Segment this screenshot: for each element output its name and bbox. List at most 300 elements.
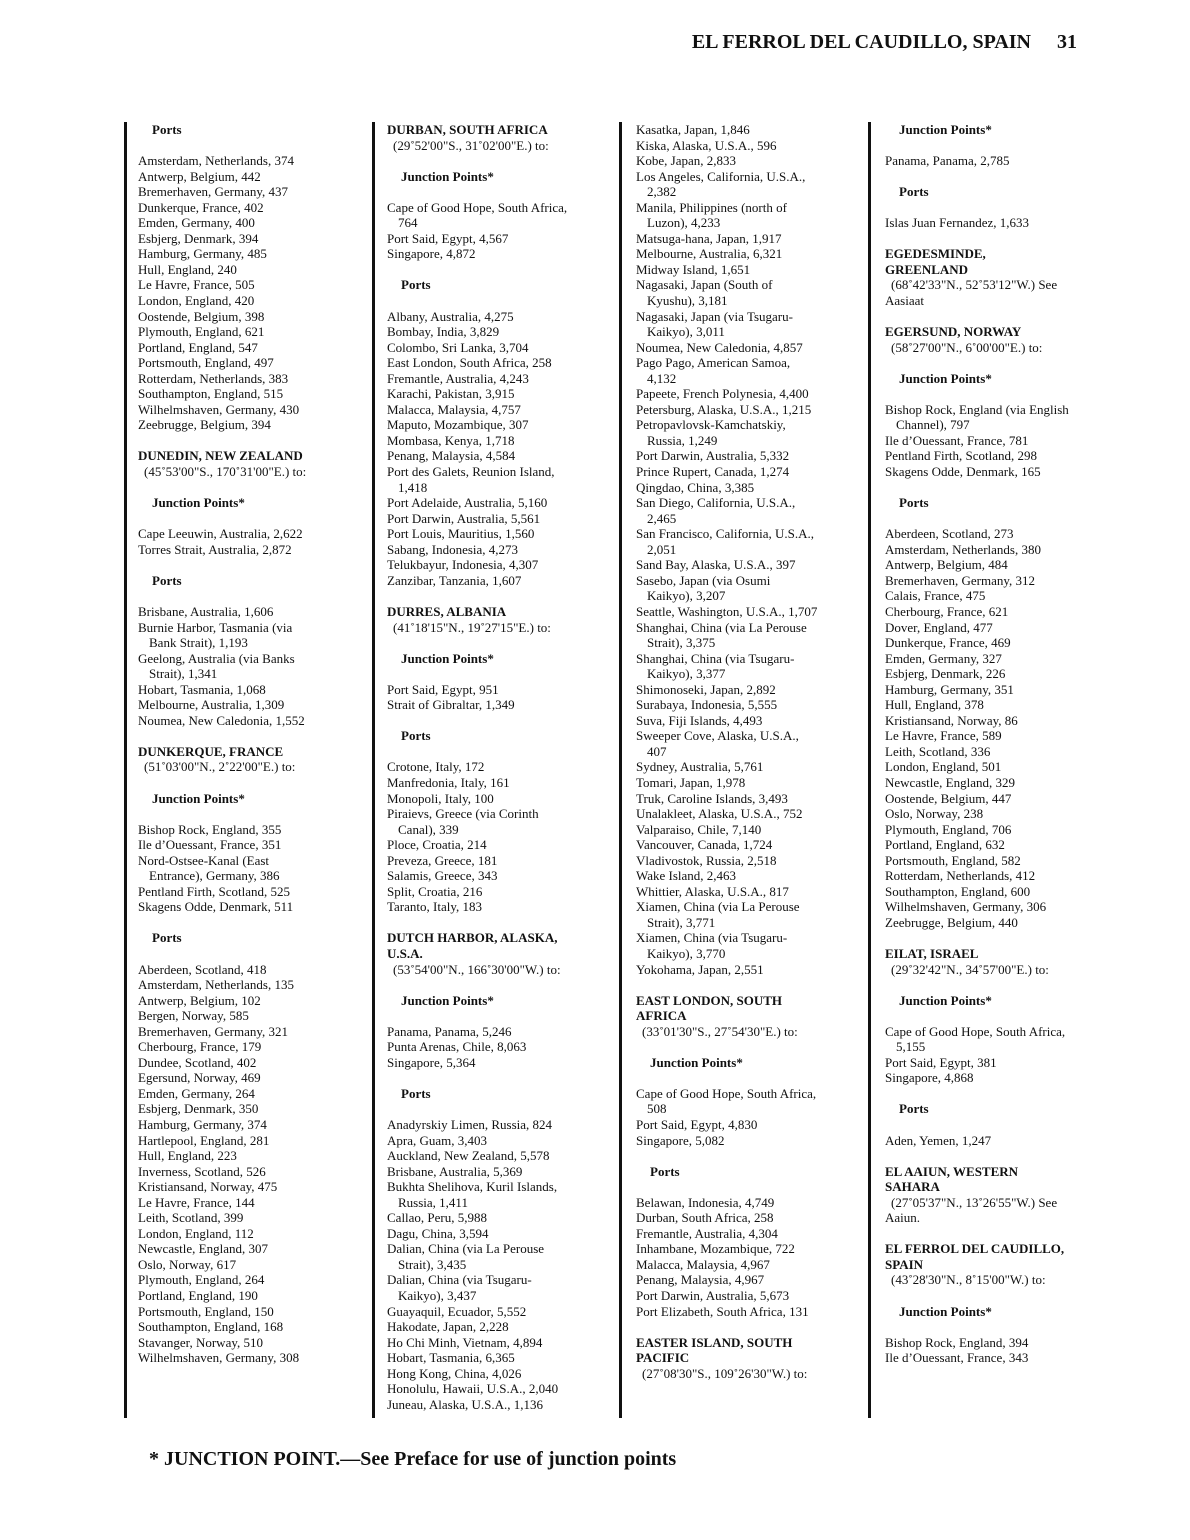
section-label: Junction Points* <box>899 992 992 1008</box>
entry-line: Amsterdam, Netherlands, 135 <box>138 977 294 993</box>
spacer <box>885 480 1113 496</box>
entry-line: Salamis, Greece, 343 <box>387 868 498 884</box>
entry-line: Hamburg, Germany, 374 <box>138 1117 267 1132</box>
entry-line: Port Said, Egypt, 381 <box>885 1054 997 1070</box>
spacer <box>636 1179 864 1195</box>
entry-line: Ile d’Ouessant, France, 781 <box>885 432 1029 448</box>
entry-line: Stavanger, Norway, 510 <box>138 1334 263 1350</box>
entry-line: Port Adelaide, Australia, 5,160 <box>387 495 548 511</box>
entry-line: Islas Juan Fernandez, 1,633 <box>885 215 1030 231</box>
entry-line: Kristiansand, Norway, 86 <box>885 712 1018 728</box>
entry-line: Dunkerque, France, 469 <box>885 635 1011 651</box>
section-label: Ports <box>152 572 182 588</box>
entry-line: Plymouth, England, 621 <box>138 324 265 340</box>
section-label: Junction Points* <box>152 495 245 511</box>
entry-line: Bishop Rock, England (via English <box>885 401 1069 417</box>
spacer <box>138 946 366 962</box>
entry-line: Yokohama, Japan, 2,551 <box>636 961 764 977</box>
entry-line: Rotterdam, Netherlands, 412 <box>885 868 1036 884</box>
entry-heading: AFRICA <box>636 1008 687 1024</box>
entry-line: Los Angeles, California, U.S.A., <box>636 168 806 184</box>
entry-line: Bremerhaven, Germany, 312 <box>885 572 1036 588</box>
entry-continuation: Kaikyo), 3,011 <box>647 324 725 340</box>
entry-line: Calais, France, 475 <box>885 588 986 604</box>
entry-line: Strait of Gibraltar, 1,349 <box>387 697 515 713</box>
entry-line: London, England, 501 <box>885 759 1002 775</box>
entry-continuation: Canal), 339 <box>398 821 459 837</box>
entry-continuation: Strait), 1,341 <box>149 666 218 682</box>
coordinates: (45˚53'00"S., 170˚31'00"E.) to: <box>144 464 307 480</box>
entry-line: Shanghai, China (via La Perouse <box>636 619 807 635</box>
entry-line: Port Said, Egypt, 951 <box>387 681 499 697</box>
spacer <box>885 309 1113 325</box>
entry-line: Singapore, 5,364 <box>387 1054 476 1070</box>
section-label: Ports <box>152 122 182 137</box>
spacer <box>885 1148 1113 1164</box>
entry-continuation: Entrance), Germany, 386 <box>149 868 280 884</box>
entry-line: Noumea, New Caledonia, 1,552 <box>138 712 305 728</box>
entry-line: Oostende, Belgium, 398 <box>138 308 265 324</box>
spacer <box>138 588 366 604</box>
entry-line: Wilhelmshaven, Germany, 308 <box>138 1350 300 1366</box>
entry-line: Hobart, Tasmania, 1,068 <box>138 681 266 697</box>
entry-line: Le Havre, France, 505 <box>138 277 255 293</box>
entry-line: Maputo, Mozambique, 307 <box>387 417 529 433</box>
entry-line: Wilhelmshaven, Germany, 306 <box>885 899 1047 915</box>
running-header <box>692 31 1077 54</box>
entry-heading: DUNKERQUE, FRANCE <box>138 743 284 759</box>
entry-line: Inhambane, Mozambique, 722 <box>636 1241 795 1257</box>
entry-heading: EAST LONDON, SOUTH <box>636 992 783 1008</box>
section-label: Junction Points* <box>899 122 992 137</box>
entry-line: Kristiansand, Norway, 475 <box>138 1179 278 1195</box>
coordinates: (29˚32'42"N., 34˚57'00"E.) to: <box>891 961 1049 977</box>
entry-line: Malacca, Malaysia, 4,757 <box>387 401 521 417</box>
spacer <box>138 511 366 527</box>
entry-continuation: 2,051 <box>647 541 677 557</box>
entry-line: Monopoli, Italy, 100 <box>387 790 494 806</box>
entry-line: Hobart, Tasmania, 6,365 <box>387 1350 515 1366</box>
coordinates: (53˚54'00"N., 166˚30'00"W.) to: <box>393 961 561 977</box>
section-label: Ports <box>401 728 431 744</box>
entry-line: Portsmouth, England, 150 <box>138 1303 274 1319</box>
entry-line: Portland, England, 547 <box>138 339 258 355</box>
entry-line: Fremantle, Australia, 4,304 <box>636 1225 778 1241</box>
section-label: Ports <box>152 930 182 946</box>
entry-continuation: Kaikyo), 3,377 <box>647 666 726 682</box>
entry-line: Whittier, Alaska, U.S.A., 817 <box>636 883 789 899</box>
entry-line: Aasiaat <box>885 293 924 309</box>
entry-line: Cherbourg, France, 621 <box>885 603 1009 619</box>
spacer <box>885 386 1113 402</box>
entry-line: Newcastle, England, 329 <box>885 774 1015 790</box>
entry-line: Xiamen, China (via Tsugaru- <box>636 930 788 946</box>
entry-line: Skagens Odde, Denmark, 511 <box>138 899 294 915</box>
entry-heading: PACIFIC <box>636 1350 690 1366</box>
entry-continuation: Channel), 797 <box>896 417 970 433</box>
spacer <box>885 1086 1113 1102</box>
entry-line: Geelong, Australia (via Banks <box>138 650 295 666</box>
spacer <box>885 1319 1113 1335</box>
text-column-2 <box>387 122 615 1412</box>
entry-continuation: 508 <box>647 1101 667 1117</box>
spacer <box>387 744 615 760</box>
entry-line: Aaiun. <box>885 1210 921 1226</box>
entry-line: Telukbayur, Indonesia, 4,307 <box>387 557 539 573</box>
entry-line: Emden, Germany, 327 <box>885 650 1002 666</box>
entry-line: Xiamen, China (via La Perouse <box>636 899 800 915</box>
entry-continuation: 2,382 <box>647 184 677 200</box>
entry-line: Antwerp, Belgium, 484 <box>885 557 1008 573</box>
entry-line: Nord-Ostsee-Kanal (East <box>138 852 270 868</box>
coordinates: (27˚05'37"N., 13˚26'55"W.) See <box>891 1194 1058 1210</box>
entry-line: Antwerp, Belgium, 442 <box>138 168 261 184</box>
entry-heading: DUTCH HARBOR, ALASKA, <box>387 930 558 946</box>
entry-line: Ile d’Ouessant, France, 343 <box>885 1350 1029 1366</box>
entry-line: Sweeper Cove, Alaska, U.S.A., <box>636 728 799 744</box>
entry-line: Crotone, Italy, 172 <box>387 759 485 775</box>
entry-continuation: Bank Strait), 1,193 <box>149 635 248 651</box>
section-label: Ports <box>650 1163 680 1179</box>
entry-line: Ile d’Ouessant, France, 351 <box>138 837 282 853</box>
spacer <box>885 1117 1113 1133</box>
entry-line: Nagasaki, Japan (South of <box>636 277 773 293</box>
page-number: 31 <box>1057 31 1077 53</box>
entry-line: Inverness, Scotland, 526 <box>138 1163 266 1179</box>
entry-line: Pago Pago, American Samoa, <box>636 355 791 371</box>
entry-line: Wilhelmshaven, Germany, 430 <box>138 401 300 417</box>
entry-line: Manila, Philippines (north of <box>636 199 787 215</box>
entry-continuation: Strait), 3,375 <box>647 635 716 651</box>
coordinates: (68˚42'33"N., 52˚53'12"W.) See <box>891 277 1058 293</box>
entry-line: Mombasa, Kenya, 1,718 <box>387 432 515 448</box>
entry-continuation: Kyushu), 3,181 <box>647 293 728 309</box>
entry-line: Dalian, China (via La Perouse <box>387 1241 545 1257</box>
entry-line: Hull, England, 378 <box>885 697 984 713</box>
entry-line: Bremerhaven, Germany, 321 <box>138 1023 289 1039</box>
section-label: Junction Points* <box>401 168 494 184</box>
entry-line: Aden, Yemen, 1,247 <box>885 1132 992 1148</box>
entry-line: Qingdao, China, 3,385 <box>636 479 755 495</box>
entry-line: East London, South Africa, 258 <box>387 355 552 371</box>
coordinates: (51˚03'00"N., 2˚22'00"E.) to: <box>144 759 296 775</box>
entry-continuation: Russia, 1,249 <box>647 432 718 448</box>
entry-line: Noumea, New Caledonia, 4,857 <box>636 339 803 355</box>
entry-line: Esbjerg, Denmark, 226 <box>885 666 1006 682</box>
spacer <box>138 806 366 822</box>
entry-line: Shanghai, China (via Tsugaru- <box>636 650 795 666</box>
entry-line: Valparaiso, Chile, 7,140 <box>636 821 762 837</box>
entry-line: Aberdeen, Scotland, 273 <box>885 526 1014 542</box>
entry-line: Esbjerg, Denmark, 394 <box>138 230 259 246</box>
entry-line: Ploce, Croatia, 214 <box>387 837 487 853</box>
entry-line: Bombay, India, 3,829 <box>387 324 500 340</box>
entry-line: Dunkerque, France, 402 <box>138 199 264 215</box>
entry-line: Truk, Caroline Islands, 3,493 <box>636 790 788 806</box>
entry-line: Petersburg, Alaska, U.S.A., 1,215 <box>636 401 812 417</box>
entry-continuation: Kaikyo), 3,770 <box>647 945 726 961</box>
entry-line: Oslo, Norway, 617 <box>138 1256 237 1272</box>
entry-heading: DURBAN, SOUTH AFRICA <box>387 122 548 137</box>
entry-line: London, England, 420 <box>138 293 255 309</box>
entry-heading: EGERSUND, NORWAY <box>885 324 1022 340</box>
entry-line: Tomari, Japan, 1,978 <box>636 774 746 790</box>
footnote: * JUNCTION POINT.—See Preface for use of junction points <box>149 1448 677 1470</box>
entry-line: Port Darwin, Australia, 5,561 <box>387 510 541 526</box>
entry-line: Guayaquil, Ecuador, 5,552 <box>387 1303 527 1319</box>
entry-line: Singapore, 5,082 <box>636 1132 725 1148</box>
entry-line: Port Said, Egypt, 4,567 <box>387 230 509 246</box>
entry-heading: EGEDESMINDE, <box>885 246 986 262</box>
entry-line: Port Darwin, Australia, 5,332 <box>636 448 790 464</box>
entry-line: Hamburg, Germany, 485 <box>138 246 267 262</box>
entry-line: Southampton, England, 168 <box>138 1319 284 1335</box>
entry-line: Rotterdam, Netherlands, 383 <box>138 370 289 386</box>
entry-line: Oostende, Belgium, 447 <box>885 790 1012 806</box>
entry-line: Callao, Peru, 5,988 <box>387 1210 488 1226</box>
entry-line: Bremerhaven, Germany, 437 <box>138 184 289 200</box>
entry-line: San Diego, California, U.S.A., <box>636 495 796 511</box>
entry-line: Southampton, England, 515 <box>138 386 284 402</box>
entry-line: Melbourne, Australia, 6,321 <box>636 246 783 262</box>
entry-line: Bergen, Norway, 585 <box>138 1008 249 1024</box>
entry-line: Malacca, Malaysia, 4,967 <box>636 1256 770 1272</box>
entry-line: Amsterdam, Netherlands, 380 <box>885 541 1041 557</box>
entry-line: Kobe, Japan, 2,833 <box>636 153 737 169</box>
column-rule <box>868 122 871 1418</box>
spacer <box>885 138 1113 154</box>
entry-line: Dundee, Scotland, 402 <box>138 1054 257 1070</box>
entry-line: Sand Bay, Alaska, U.S.A., 397 <box>636 557 796 573</box>
entry-line: Port Louis, Mauritius, 1,560 <box>387 526 535 542</box>
entry-heading: SAHARA <box>885 1179 940 1195</box>
entry-line: Penang, Malaysia, 4,967 <box>636 1272 765 1288</box>
entry-line: Skagens Odde, Denmark, 165 <box>885 464 1041 480</box>
entry-line: Portland, England, 190 <box>138 1288 258 1304</box>
entry-continuation: Strait), 3,435 <box>398 1256 467 1272</box>
entry-line: Portland, England, 632 <box>885 837 1005 853</box>
entry-continuation: Strait), 3,771 <box>647 914 716 930</box>
entry-line: Vancouver, Canada, 1,724 <box>636 837 773 853</box>
entry-heading: U.S.A. <box>387 945 423 961</box>
entry-line: Leith, Scotland, 336 <box>885 743 991 759</box>
entry-continuation: 2,465 <box>647 510 677 526</box>
spacer <box>138 728 366 744</box>
entry-line: Sasebo, Japan (via Osumi <box>636 572 771 588</box>
section-label: Ports <box>401 1085 431 1101</box>
entry-heading: GREENLAND <box>885 261 969 277</box>
spacer <box>885 511 1113 527</box>
entry-line: Vladivostok, Russia, 2,518 <box>636 852 777 868</box>
entry-line: Le Havre, France, 589 <box>885 728 1002 744</box>
entry-heading: DUNEDIN, NEW ZEALAND <box>138 448 303 464</box>
entry-line: Emden, Germany, 400 <box>138 215 255 231</box>
entry-line: Apra, Guam, 3,403 <box>387 1132 488 1148</box>
entry-line: Cape of Good Hope, South Africa, <box>885 1023 1066 1039</box>
section-label: Junction Points* <box>650 1054 743 1070</box>
entry-line: Panama, Panama, 2,785 <box>885 153 1010 169</box>
section-label: Ports <box>899 1101 929 1117</box>
spacer <box>387 666 615 682</box>
entry-line: Karachi, Pakistan, 3,915 <box>387 386 515 402</box>
spacer <box>387 1070 615 1086</box>
entry-line: Prince Rupert, Canada, 1,274 <box>636 464 790 480</box>
section-label: Ports <box>899 184 929 200</box>
section-label: Junction Points* <box>401 992 494 1008</box>
entry-line: Nagasaki, Japan (via Tsugaru- <box>636 308 793 324</box>
entry-line: Cape of Good Hope, South Africa, <box>636 1085 817 1101</box>
spacer <box>885 930 1113 946</box>
spacer <box>885 200 1113 216</box>
entry-line: Suva, Fiji Islands, 4,493 <box>636 712 763 728</box>
entry-line: Bishop Rock, England, 355 <box>138 821 282 837</box>
entry-line: Amsterdam, Netherlands, 374 <box>138 153 294 169</box>
coordinates: (29˚52'00"S., 31˚02'00"E.) to: <box>393 137 549 153</box>
text-column-1 <box>138 122 366 1366</box>
entry-heading: EASTER ISLAND, SOUTH <box>636 1334 793 1350</box>
spacer <box>138 775 366 791</box>
entry-line: Hull, England, 223 <box>138 1148 237 1164</box>
entry-line: Taranto, Italy, 183 <box>387 899 482 915</box>
spacer <box>885 231 1113 247</box>
entry-heading: DURRES, ALBANIA <box>387 603 507 619</box>
entry-continuation: Luzon), 4,233 <box>647 215 721 231</box>
entry-line: Hong Kong, China, 4,026 <box>387 1365 522 1381</box>
entry-line: Singapore, 4,868 <box>885 1070 974 1086</box>
entry-line: Petropavlovsk-Kamchatskiy, <box>636 417 786 433</box>
entry-line: Zanzibar, Tanzania, 1,607 <box>387 572 522 588</box>
section-label: Junction Points* <box>899 1303 992 1319</box>
spacer <box>885 977 1113 993</box>
spacer <box>885 1288 1113 1304</box>
spacer <box>885 355 1113 371</box>
entry-line: Burnie Harbor, Tasmania (via <box>138 619 293 635</box>
entry-continuation: 5,155 <box>896 1039 926 1055</box>
spacer <box>138 433 366 449</box>
spacer <box>885 169 1113 185</box>
spacer <box>636 977 864 993</box>
entry-line: Hull, England, 240 <box>138 261 237 277</box>
spacer <box>387 713 615 729</box>
entry-line: Brisbane, Australia, 1,606 <box>138 603 274 619</box>
entry-line: Cherbourg, France, 179 <box>138 1039 262 1055</box>
entry-continuation: 764 <box>398 215 418 231</box>
entry-line: Surabaya, Indonesia, 5,555 <box>636 697 778 713</box>
section-label: Junction Points* <box>899 370 992 386</box>
entry-line: Fremantle, Australia, 4,243 <box>387 370 529 386</box>
entry-line: Midway Island, 1,651 <box>636 261 751 277</box>
entry-continuation: 1,418 <box>398 479 428 495</box>
entry-line: Kiska, Alaska, U.S.A., 596 <box>636 137 777 153</box>
spacer <box>636 1319 864 1335</box>
entry-line: Honolulu, Hawaii, U.S.A., 2,040 <box>387 1381 559 1397</box>
column-rule <box>124 122 127 1418</box>
spacer <box>636 1070 864 1086</box>
spacer <box>636 1148 864 1164</box>
entry-line: Ho Chi Minh, Vietnam, 4,894 <box>387 1334 543 1350</box>
entry-line: Antwerp, Belgium, 102 <box>138 992 261 1008</box>
entry-line: Port Said, Egypt, 4,830 <box>636 1117 758 1132</box>
spacer <box>387 588 615 604</box>
entry-heading: EL AAIUN, WESTERN <box>885 1163 1019 1179</box>
coordinates: (33˚01'30"S., 27˚54'30"E.) to: <box>642 1023 798 1039</box>
coordinates: (58˚27'00"N., 6˚00'00"E.) to: <box>891 339 1043 355</box>
spacer <box>387 1008 615 1024</box>
entry-line: Port des Galets, Reunion Island, <box>387 464 555 480</box>
spacer <box>387 977 615 993</box>
spacer <box>387 1101 615 1117</box>
entry-line: Dalian, China (via Tsugaru- <box>387 1272 532 1288</box>
spacer <box>387 915 615 931</box>
entry-line: Le Havre, France, 144 <box>138 1194 255 1210</box>
entry-line: Brisbane, Australia, 5,369 <box>387 1163 523 1179</box>
spacer <box>387 153 615 169</box>
coordinates: (27˚08'30"S., 109˚26'30"W.) to: <box>642 1365 808 1381</box>
entry-line: Port Darwin, Australia, 5,673 <box>636 1288 790 1304</box>
entry-line: Belawan, Indonesia, 4,749 <box>636 1194 775 1210</box>
text-column-3 <box>636 122 864 1381</box>
entry-line: Southampton, England, 600 <box>885 883 1031 899</box>
spacer <box>138 915 366 931</box>
entry-line: Plymouth, England, 706 <box>885 821 1012 837</box>
spacer <box>387 184 615 200</box>
section-label: Junction Points* <box>152 790 245 806</box>
entry-line: Portsmouth, England, 497 <box>138 355 274 371</box>
entry-heading: EL FERROL DEL CAUDILLO, <box>885 1241 1065 1257</box>
section-label: Junction Points* <box>401 650 494 666</box>
section-label: Ports <box>899 495 929 511</box>
spacer <box>387 262 615 278</box>
coordinates: (43˚28'30"N., 8˚15'00"W.) to: <box>891 1272 1046 1288</box>
entry-line: Hamburg, Germany, 351 <box>885 681 1014 697</box>
entry-line: Portsmouth, England, 582 <box>885 852 1021 868</box>
entry-line: Port Elizabeth, South Africa, 131 <box>636 1303 809 1319</box>
entry-line: Aberdeen, Scotland, 418 <box>138 961 267 977</box>
entry-line: Leith, Scotland, 399 <box>138 1210 244 1226</box>
entry-line: Plymouth, England, 264 <box>138 1272 265 1288</box>
entry-line: Seattle, Washington, U.S.A., 1,707 <box>636 603 818 619</box>
entry-line: Durban, South Africa, 258 <box>636 1210 774 1226</box>
entry-line: Bishop Rock, England, 394 <box>885 1334 1029 1350</box>
entry-line: Wake Island, 2,463 <box>636 868 737 884</box>
spacer <box>885 1226 1113 1242</box>
entry-line: Cape Leeuwin, Australia, 2,622 <box>138 526 303 542</box>
entry-line: Oslo, Norway, 238 <box>885 806 984 822</box>
entry-line: Pentland Firth, Scotland, 298 <box>885 448 1038 464</box>
entry-line: Melbourne, Australia, 1,309 <box>138 697 285 713</box>
entry-line: Torres Strait, Australia, 2,872 <box>138 541 292 557</box>
entry-line: Manfredonia, Italy, 161 <box>387 774 510 790</box>
entry-continuation: 4,132 <box>647 370 677 386</box>
running-header-title: EL FERROL DEL CAUDILLO, SPAIN <box>691 31 1031 53</box>
entry-line: Kasatka, Japan, 1,846 <box>636 122 750 137</box>
entry-line: Zeebrugge, Belgium, 440 <box>885 914 1018 930</box>
entry-line: Colombo, Sri Lanka, 3,704 <box>387 339 529 355</box>
entry-heading: SPAIN <box>885 1256 924 1272</box>
entry-line: Juneau, Alaska, U.S.A., 1,136 <box>387 1396 543 1412</box>
spacer <box>138 138 366 154</box>
entry-line: Sydney, Australia, 5,761 <box>636 759 764 775</box>
entry-line: Dover, England, 477 <box>885 619 993 635</box>
entry-line: Shimonoseki, Japan, 2,892 <box>636 681 776 697</box>
entry-line: Panama, Panama, 5,246 <box>387 1023 512 1039</box>
spacer <box>387 635 615 651</box>
entry-line: Singapore, 4,872 <box>387 246 476 262</box>
entry-continuation: Kaikyo), 3,207 <box>647 588 726 604</box>
spacer <box>387 293 615 309</box>
entry-line: Preveza, Greece, 181 <box>387 852 498 868</box>
entry-line: Pentland Firth, Scotland, 525 <box>138 883 291 899</box>
